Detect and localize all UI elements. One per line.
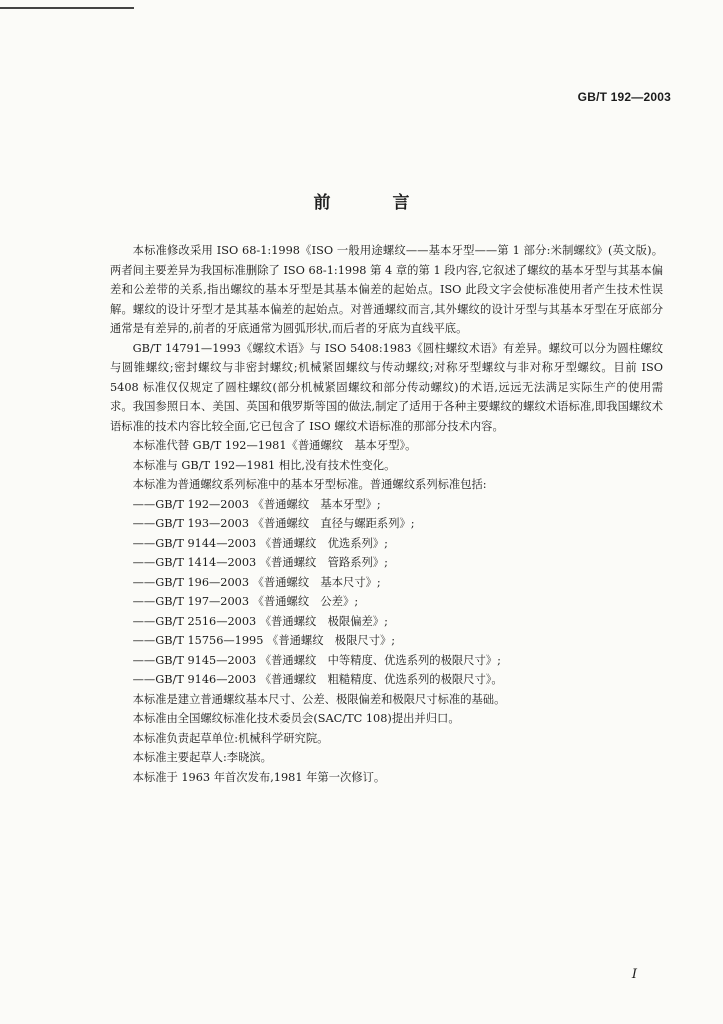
scan-edge-line (0, 7, 134, 9)
line-proposed-by: 本标准由全国螺纹标准化技术委员会(SAC/TC 108)提出并归口。 (132, 712, 460, 725)
list-item: ——GB/T 192—2003 《普通螺纹 基本牙型》; (132, 497, 381, 511)
list-item: ——GB/T 9146—2003 《普通螺纹 粗糙精度、优选系列的极限尺寸》。 (132, 673, 503, 686)
line-publication-history: 本标准于 1963 年首次发布,1981 年第一次修订。 (132, 770, 386, 784)
paragraph-terminology-difference: GB/T 14791—1993《螺纹术语》与 ISO 5408:1983《圆柱螺纹术语》有差异。螺纹可以分为圆柱螺纹与圆锥螺纹;密封螺纹与非密封螺纹;机械紧固螺纹与传动螺纹;对称牙型螺纹与非对称牙型螺纹。目前 ISO 5408 标准仅仅规定了圆柱螺纹(部分机械紧固螺纹和部分传动螺纹)的术语,远远无法满足实际生产的使用需求。我国参照日本、美国、英国和俄罗斯等国的做法,制定了适用于各种主要螺纹的螺纹术语标准,即我国螺纹术语标准的技术内容比较全面,它已包含了 ISO 螺纹术语标准的那部分技术内容。 (110, 341, 663, 433)
list-item: ——GB/T 2516—2003 《普通螺纹 极限偏差》; (132, 614, 388, 628)
line-basis: 本标准是建立普通螺纹基本尺寸、公差、极限偏差和极限尺寸标准的基础。 (132, 692, 506, 706)
list-item: ——GB/T 9144—2003 《普通螺纹 优选系列》; (132, 536, 388, 550)
list-item: ——GB/T 9145—2003 《普通螺纹 中等精度、优选系列的极限尺寸》; (132, 653, 501, 667)
paragraph-iso-68-difference: 本标准修改采用 ISO 68-1:1998《ISO 一般用途螺纹——基本牙型——第 1 部分:米制螺纹》(英文版)。两者间主要差异为我国标准删除了 ISO 68-1:1998 第 4 章的第 1 段内容,它叙述了螺纹的基本牙型与其基本偏差和公差带的关系,指出螺纹的基本牙型是其基本偏差的起始点。ISO 此段文字会使标准使用者产生技术性误解。螺纹的设计牙型才是其基本偏差的起始点。对普通螺纹而言,其外螺纹的设计牙型与其基本牙型在牙底部分通常是有差异的,前者的牙底通常为圆弧形状,而后者的牙底为直线平底。 (110, 244, 663, 335)
list-item: ——GB/T 15756—1995 《普通螺纹 极限尺寸》; (132, 634, 396, 647)
standards-list (110, 495, 663, 690)
list-item: ——GB/T 196—2003 《普通螺纹 基本尺寸》; (132, 575, 381, 589)
list-item: ——GB/T 197—2003 《普通螺纹 公差》; (132, 595, 359, 608)
line-replaces: 本标准代替 GB/T 192—1981《普通螺纹 基本牙型》。 (132, 439, 417, 452)
line-series-intro: 本标准为普通螺纹系列标准中的基本牙型标准。普通螺纹系列标准包括: (132, 478, 487, 491)
line-drafting-unit: 本标准负责起草单位:机械科学研究院。 (132, 731, 329, 745)
standard-code-header: GB/T 192—2003 (577, 90, 671, 104)
line-drafter: 本标准主要起草人:李晓滨。 (132, 751, 272, 764)
line-no-technical-change: 本标准与 GB/T 192—1981 相比,没有技术性变化。 (132, 458, 396, 472)
list-item: ——GB/T 193—2003 《普通螺纹 直径与螺距系列》; (132, 517, 415, 530)
list-item: ——GB/T 1414—2003 《普通螺纹 管路系列》; (132, 556, 388, 569)
foreword-body (110, 241, 663, 787)
page-number: I (631, 967, 637, 982)
page-title: 前 言 (313, 193, 438, 213)
